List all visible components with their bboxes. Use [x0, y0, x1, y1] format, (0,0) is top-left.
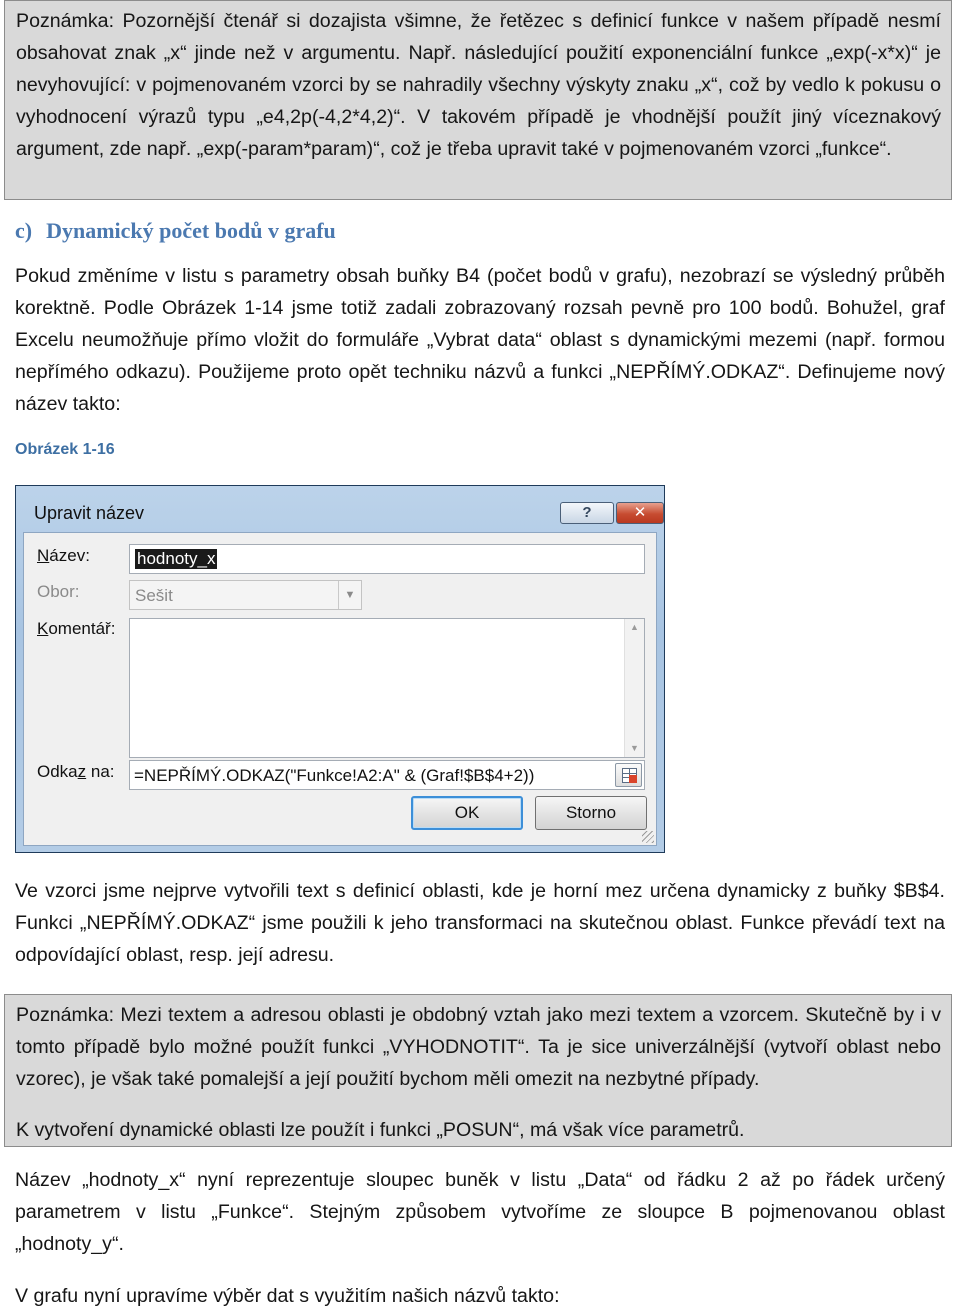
note-box-bottom: [4, 994, 952, 1147]
paragraph-chart-data: V grafu nyní upravíme výběr dat s využitím našich názvů takto:: [15, 1285, 560, 1307]
name-input-value: hodnoty_x: [137, 549, 216, 568]
close-icon: ✕: [633, 504, 647, 521]
note-text: Poznámka: Pozornější čtenář si dozajista všimne, že řetězec s definicí funkce v našem případě nesmí obsahovat znak „x“ jinde než v argumentu. Např. následující použití exponenciální funkce „exp(-x*x)“ je nevyhovující: v pojmenovaném vzorci by se nahradily všechny výskyty znaku „x“, což by vedlo k pokusu o vyhodnocení výrazů typu „e4,2p(-4,2*4,2)“. V takovém případě je vhodnější použít jiný víceznakový argument, zde např. „exp(-param*param)“, což je třeba upravit také v pojmenovaném vzorci „funkce“.: [16, 10, 941, 160]
paragraph-named-ranges: Název „hodnoty_x“ nyní reprezentuje sloupec buněk v listu „Data“ od řádku 2 až po řádek určený parametrem v listu „Funkce“. Stejným způsobem vytvoříme ze sloupce B pojmenovanou oblast „hodnoty_y“.: [15, 1169, 945, 1255]
scope-label: Obor:: [37, 582, 80, 601]
scope-select-value: Sešit: [135, 586, 173, 605]
section-heading: [15, 218, 336, 244]
range-marker-icon: [629, 775, 637, 783]
ok-button[interactable]: OK: [411, 796, 523, 830]
scope-select[interactable]: [129, 580, 362, 610]
help-icon: ?: [582, 504, 592, 521]
help-button[interactable]: [560, 502, 614, 524]
scroll-down-icon[interactable]: ▼: [630, 743, 639, 753]
paragraph-formula-explanation: Ve vzorci jsme nejprve vytvořili text s definicí oblasti, kde je horní mez určena dynamicky z buňky $B$4. Funkci „NEPŘÍMÝ.ODKAZ“ jsme použili k jeho transformaci na skutečnou oblast. Funkce převádí text na odpovídající oblast, resp. její adresu.: [15, 880, 945, 966]
dialog-body: [23, 532, 657, 846]
note-text-1: Poznámka: Mezi textem a adresou oblasti je obdobný vztah jako mezi textem a vzorcem. Skutečně by i v tomto případě bylo možné použít funkci „VYHODNOTIT“. Ta je sice univerzálnější (vytvoří oblast nebo vzorec), je však také pomalejší a její použití bychom měli omezit na nezbytné případy.: [16, 1004, 941, 1090]
chevron-down-icon[interactable]: ▼: [338, 581, 361, 609]
note-box-top: [4, 0, 952, 200]
name-label: Název:: [37, 546, 90, 565]
comment-label: Komentář:: [37, 619, 116, 638]
collapse-dialog-button[interactable]: [615, 763, 642, 787]
refers-to-input[interactable]: [129, 760, 645, 790]
refers-to-value: =NEPŘÍMÝ.ODKAZ("Funkce!A2:A" & (Graf!$B$4+2)): [134, 766, 535, 785]
cancel-button[interactable]: Storno: [535, 796, 647, 830]
comment-textarea[interactable]: [129, 618, 645, 758]
close-button[interactable]: [616, 502, 664, 524]
paragraph-intro: Pokud změníme v listu s parametry obsah buňky B4 (počet bodů v grafu), nezobrazí se výsledný průběh korektně. Podle Obrázek 1-14 jsme totiž zadali zobrazovaný rozsah pevně pro 100 bodů. Bohužel, graf Excelu neumožňuje přímo vložit do formuláře „Vybrat data“ oblast s dynamickými mezemi (např. formou nepřímého odkazu). Použijeme proto opět techniku názvů a funkci „NEPŘÍMÝ.ODKAZ“. Definujeme nový název takto:: [15, 265, 945, 415]
edit-name-dialog: [15, 485, 665, 853]
section-number: c): [15, 218, 33, 243]
comment-scrollbar[interactable]: [624, 619, 644, 757]
scroll-up-icon[interactable]: ▲: [630, 622, 639, 632]
note-text-2: K vytvoření dynamické oblasti lze použít i funkci „POSUN“, má však více parametrů.: [16, 1119, 745, 1141]
name-input[interactable]: [129, 544, 645, 574]
dialog-title: Upravit název: [34, 503, 145, 523]
figure-caption: Obrázek 1-16: [15, 441, 115, 458]
resize-grip-icon[interactable]: [642, 831, 654, 843]
refers-to-label: Odkaz na:: [37, 762, 115, 781]
section-title: Dynamický počet bodů v grafu: [46, 218, 336, 243]
